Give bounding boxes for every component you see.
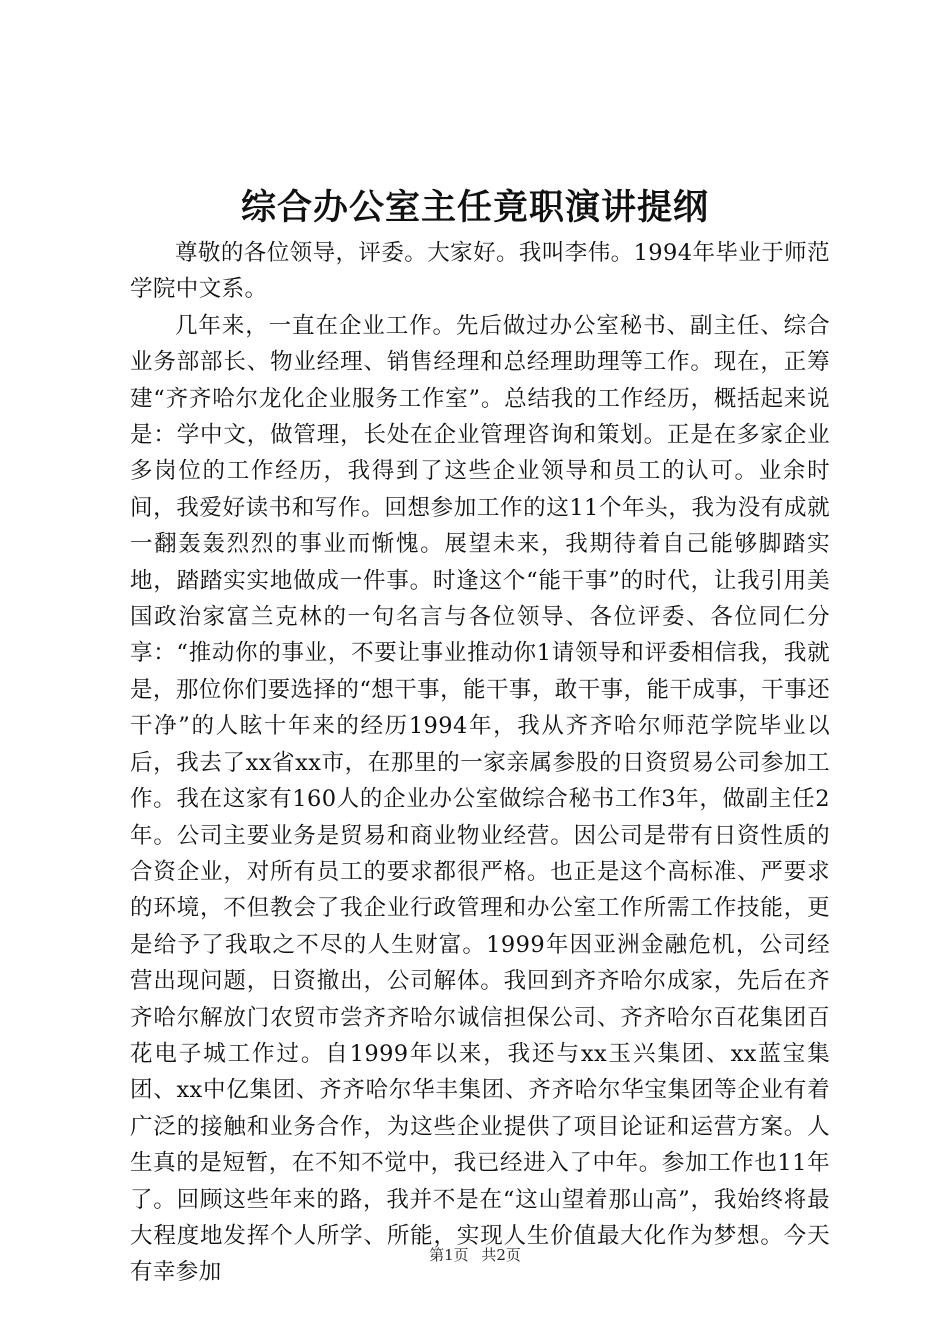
page-total: 共2页: [481, 1246, 521, 1264]
page-number: 第1页: [429, 1246, 469, 1264]
page-footer: [0, 1244, 950, 1265]
paragraph-experience: 几年来，一直在企业工作。先后做过办公室秘书、副主任、综合业务部部长、物业经理、销售经理和总经理助理等工作。现在，正筹建“齐齐哈尔龙化企业服务工作室”。总结我的工作经历，概括起来说是：学中文，做管理，长处在企业管理咨询和策划。正是在多家企业多岗位的工作经历，我得到了这些企业领导和员工的认可。业余时间，我爱好读书和写作。回想参加工作的这11个年头，我为没有成就一翻轰轰烈烈的事业而惭愧。展望未来，我期待着自己能够脚踏实地，踏踏实实地做成一件事。时逢这个“能干事”的时代，让我引用美国政治家富兰克林的一句名言与各位领导、各位评委、各位同仁分享：“推动你的事业，不要让事业推动你1请领导和评委相信我，我就是，那位你们要选择的“想干事，能干事，敢干事，能干成事，干事还干净”的人眩十年来的经历1994年，我从齐齐哈尔师范学院毕业以后，我去了xx省xx市，在那里的一家亲属参股的日资贸易公司参加工作。我在这家有160人的企业办公室做综合秘书工作3年，做副主任2年。公司主要业务是贸易和商业物业经营。因公司是带有日资性质的合资企业，对所有员工的要求都很严格。也正是这个高标准、严要求的环境，不但教会了我企业行政管理和办公室工作所需工作技能，更是给予了我取之不尽的人生财富。1999年因亚洲金融危机，公司经营出现问题，日资撤出，公司解体。我回到齐齐哈尔成家，先后在齐齐哈尔解放门农贸市尝齐齐哈尔诚信担保公司、齐齐哈尔百花集团百花电子城工作过。自1999年以来，我还与xx玉兴集团、xx蓝宝集团、xx中亿集团、齐齐哈尔华丰集团、齐齐哈尔华宝集团等企业有着广泛的接触和业务合作，为这些企业提供了项目论证和运营方案。人生真的是短暂，在不知不觉中，我已经进入了中年。参加工作也11年了。回顾这些年来的路，我并不是在“这山望着那山高”，我始终将最大程度地发挥个人所学、所能，实现人生价值最大化作为梦想。今天有幸参加: [130, 312, 830, 1286]
document-title: 综合办公室主任竟职演讲提纲: [240, 187, 709, 228]
document-body: [130, 235, 830, 1291]
paragraph-greeting: 尊敬的各位领导，评委。大家好。我叫李伟。1994年毕业于师范学院中文系。: [130, 240, 830, 303]
